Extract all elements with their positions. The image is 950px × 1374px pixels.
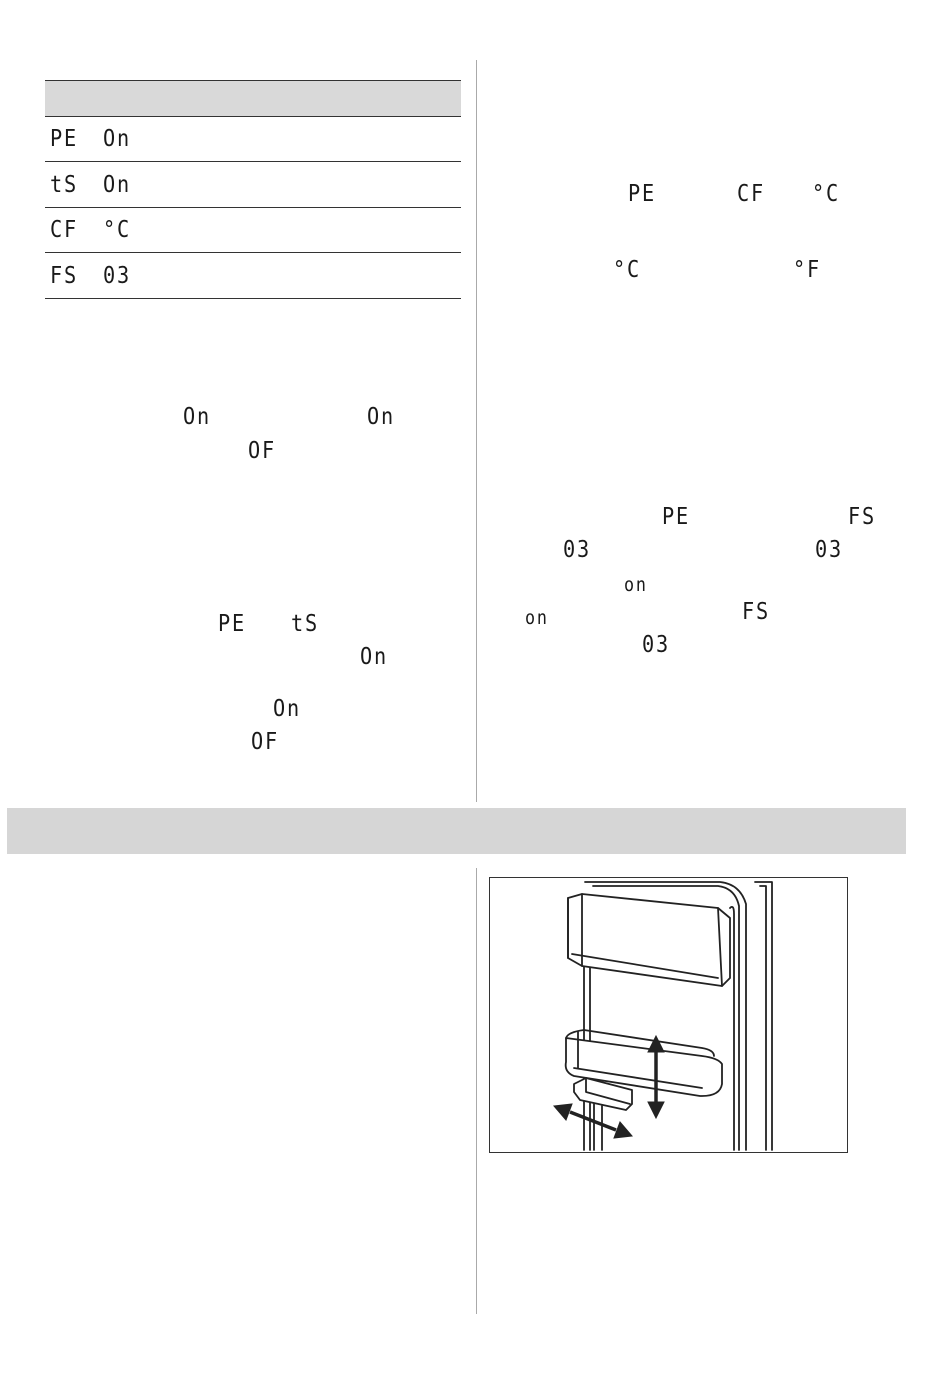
column-divider: [476, 868, 477, 1314]
lcd-fahrenheit: °F: [793, 257, 821, 283]
lcd-fs: FS: [848, 504, 876, 530]
lcd-03: 03: [815, 537, 843, 563]
lcd-03: 03: [642, 632, 670, 658]
lcd-03: 03: [563, 537, 591, 563]
door-shelf-drawing: [490, 878, 847, 1152]
lcd-on: On: [367, 404, 395, 430]
table-row-divider: [45, 161, 461, 162]
lcd-on-lower: on: [624, 574, 648, 596]
section-heading-band: [7, 808, 906, 854]
table-row-divider: [45, 252, 461, 253]
table-value-fs: 03: [103, 263, 131, 289]
lcd-celsius: °C: [812, 181, 840, 207]
lcd-on: On: [183, 404, 211, 430]
lcd-pe: PE: [628, 181, 656, 207]
table-code-ts: tS: [50, 172, 78, 198]
door-shelf-illustration: [489, 877, 848, 1153]
lcd-on-lower: on: [525, 607, 549, 629]
lcd-pe: PE: [218, 611, 246, 637]
lcd-on: On: [273, 696, 301, 722]
table-code-pe: PE: [50, 126, 78, 152]
table-bottom-line: [45, 298, 461, 299]
lcd-pe: PE: [662, 504, 690, 530]
table-value-cf: °C: [103, 217, 131, 243]
lcd-celsius: °C: [613, 257, 641, 283]
table-value-ts: On: [103, 172, 131, 198]
column-divider: [476, 60, 477, 802]
lcd-of: OF: [251, 729, 279, 755]
table-code-cf: CF: [50, 217, 78, 243]
lcd-on: On: [360, 644, 388, 670]
table-code-fs: FS: [50, 263, 78, 289]
lcd-ts: tS: [291, 611, 319, 637]
table-row-divider: [45, 207, 461, 208]
lcd-fs: FS: [742, 599, 770, 625]
table-header: [45, 80, 461, 117]
lcd-cf: CF: [737, 181, 765, 207]
table-value-pe: On: [103, 126, 131, 152]
lcd-of: OF: [248, 438, 276, 464]
